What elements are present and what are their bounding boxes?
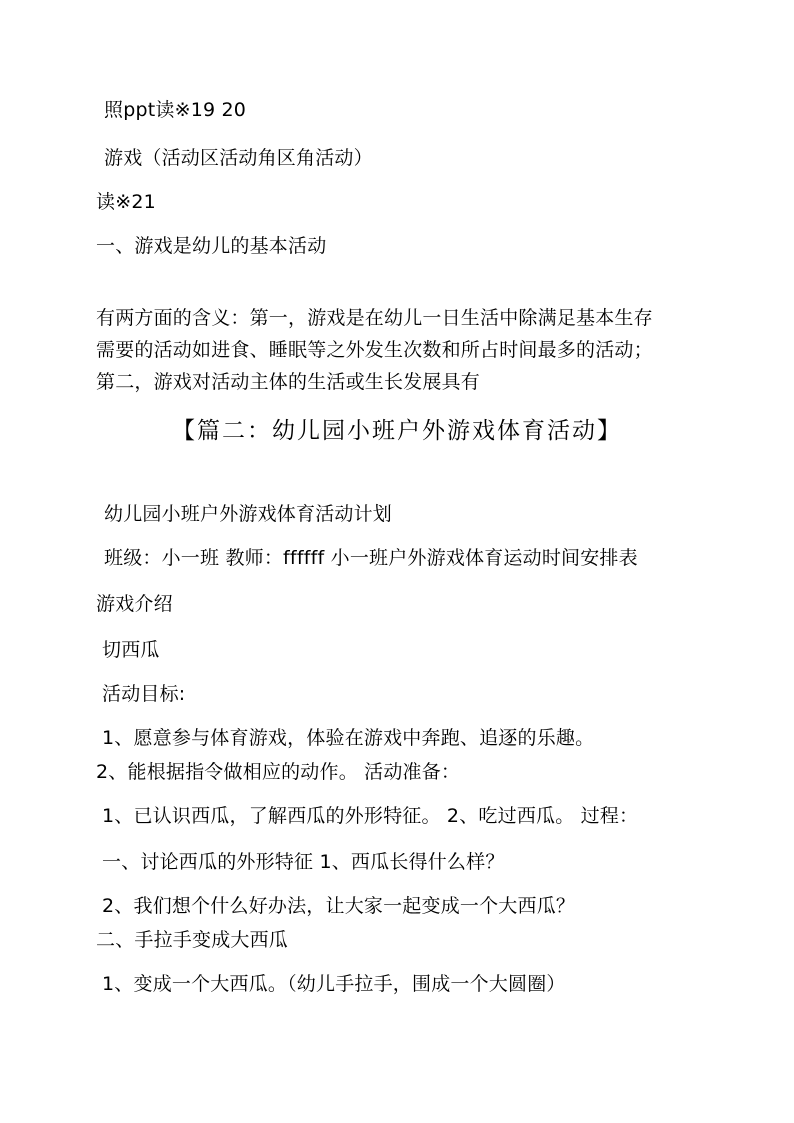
text-line-big-watermelon: 1、变成一个大西瓜。（幼儿手拉手，围成一个大圆圈） bbox=[102, 973, 566, 995]
text-line-preparation: 1、已认识西瓜，了解西瓜的外形特征。 2、吃过西瓜。 过程： bbox=[102, 805, 639, 827]
text-line-plan-title: 幼儿园小班户外游戏体育活动计划 bbox=[104, 503, 393, 525]
text-line-basic-activity-heading: 一、游戏是幼儿的基本活动 bbox=[96, 235, 327, 257]
text-line-goal-2: 2、能根据指令做相应的动作。 活动准备： bbox=[96, 761, 461, 783]
text-line-meaning-3: 第二，游戏对活动主体的生活或生长发展具有 bbox=[96, 371, 481, 393]
text-line-cut-watermelon: 切西瓜 bbox=[102, 639, 160, 661]
text-line-meaning-2: 需要的活动如进食、睡眠等之外发生次数和所占时间最多的活动； bbox=[96, 339, 653, 361]
text-line-class-teacher: 班级：小一班 教师：ffffff 小一班户外游戏体育运动时间安排表 bbox=[104, 547, 638, 569]
text-line-idea: 2、我们想个什么好办法，让大家一起变成一个大西瓜？ bbox=[102, 895, 576, 917]
section-heading: 【篇二：幼儿园小班户外游戏体育活动】 bbox=[172, 418, 622, 444]
text-line-game-intro: 游戏介绍 bbox=[96, 593, 173, 615]
text-line-hand-in-hand: 二、手拉手变成大西瓜 bbox=[96, 929, 289, 951]
text-line-read-21: 读※21 bbox=[96, 191, 156, 213]
text-line-activity-goals: 活动目标: bbox=[102, 683, 186, 705]
text-line-game-areas: 游戏（活动区活动角区角活动） bbox=[104, 147, 373, 169]
text-line-goal-1: 1、愿意参与体育游戏，体验在游戏中奔跑、追逐的乐趣。 bbox=[102, 727, 595, 749]
text-line-ppt-reference: 照ppt读※19 20 bbox=[104, 99, 247, 121]
text-line-meaning-1: 有两方面的含义：第一，游戏是在幼儿一日生活中除满足基本生存 bbox=[96, 307, 653, 329]
text-line-discussion: 一、讨论西瓜的外形特征 1、西瓜长得什么样？ bbox=[102, 851, 505, 873]
